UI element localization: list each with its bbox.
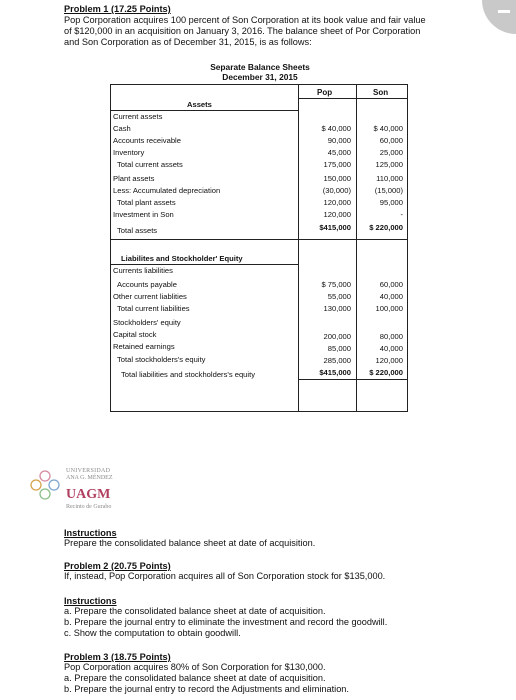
row-son-value: $ 40,000 [373,124,403,133]
row-son-value: 25,000 [379,148,403,157]
col-pop-header: Pop [317,88,333,97]
liab-rule [111,264,298,265]
row-son-value: $ 220,000 [369,223,403,232]
logo-line-1: UNIVERSIDAD [66,468,111,474]
row-son-value: 125,000 [375,160,403,169]
row-pop-value: $415,000 [319,223,351,232]
instructions2-b: b. Prepare the journal entry to eliminate the investment and record the goodwill. [64,617,388,627]
logo-line-2: ANA G. MÉNDEZ [66,475,113,481]
row-son-value: 110,000 [376,174,403,183]
menu-corner-button[interactable] [482,0,516,34]
row-pop-value: 90,000 [327,136,351,145]
row-son-value: 40,000 [379,344,403,353]
row-label: Accounts payable [117,280,177,289]
row-label: Total plant assets [117,198,176,207]
row-pop-value: 55,000 [327,292,351,301]
row-pop-value: 45,000 [327,148,351,157]
row-label: Less: Accumulated depreciation [113,186,221,195]
row-label: Capital stock [113,330,157,339]
row-pop-value: (30,000) [322,186,351,195]
row-label: Total liabilities and stockholders's equity [121,370,255,379]
row-pop-value: 175,000 [323,160,351,169]
row-label: Total current assets [117,160,183,169]
col-divider-2 [356,85,357,411]
problem3-text: Pop Corporation acquires 80% of Son Corporation for $130,000. [64,662,326,672]
problem3-title: Problem 3 (18.75 Points) [64,652,171,662]
liabilities-header: Liabilites and Stockholder' Equity [121,254,243,263]
assets-rule [111,110,298,111]
row-pop-value: $ 40,000 [321,124,351,133]
row-label: Retained earnings [113,342,175,351]
instructions2-a: a. Prepare the consolidated balance sheet at date of acquisition. [64,606,326,616]
balance-sheet-table [110,58,410,418]
row-label: Current assets [113,112,163,121]
assets-header: Assets [187,100,212,109]
col-divider-1 [298,85,299,411]
problem1-text-1: Pop Corporation acquires 100 percent of Son Corporation at its book value and fair value [64,15,426,25]
row-pop-value: 120,000 [323,210,351,219]
problem2-title: Problem 2 (20.75 Points) [64,561,171,571]
instructions2-title: Instructions [64,596,117,606]
problem1-text-2: of $120,000 in an acquisition on January 3, 2016. The balance sheet of Por Corporation [64,26,421,36]
row-pop-value: 120,000 [323,198,351,207]
minus-icon [498,10,510,13]
row-son-value: 80,000 [379,332,403,341]
row-label: Currents liabilities [113,266,173,275]
problem3-a: a. Prepare the consolidated balance sheet at date of acquisition. [64,673,326,683]
col-son-header: Son [373,88,389,97]
logo-line-4: Recinto de Gurabo [66,504,112,510]
row-pop-value: 200,000 [323,332,351,341]
problem2-text: If, instead, Pop Corporation acquires all of Son Corporation stock for $135,000. [64,571,386,581]
row-son-value: (15,000) [374,186,403,195]
row-label: Total current liabilities [117,304,190,313]
row-label: Other current liablities [113,292,187,301]
problem1-text-3: and Son Corporation as of December 31, 2015, is as follows: [64,37,312,47]
university-seal-icon [28,468,62,504]
problem3-b: b. Prepare the journal entry to record the Adjustments and elimination. [64,684,349,694]
row-label: Stockholders' equity [113,318,181,327]
row-label: Cash [113,124,131,133]
sheet-date: December 31, 2015 [222,72,298,82]
row-son-value: 60,000 [379,136,403,145]
row-pop-value: 130,000 [323,304,351,313]
logo-line-3: UAGM [66,487,111,502]
liab-total-rule [298,379,407,380]
row-son-value: 100,000 [375,304,403,313]
row-son-value: $ 220,000 [369,368,403,377]
assets-total-rule [111,239,407,240]
row-label: Total stockholders's equity [117,355,206,364]
row-label: Accounts receivable [113,136,181,145]
row-label: Plant assets [113,174,155,183]
row-son-value: 40,000 [379,292,403,301]
row-son-value: 95,000 [379,198,403,207]
row-pop-value: $ 75,000 [321,280,351,289]
row-son-value: 60,000 [379,280,403,289]
row-pop-value: $415,000 [319,368,351,377]
row-label: Investment in Son [113,210,174,219]
row-label: Total assets [117,226,158,235]
sheet-grid [110,84,408,412]
uagm-logo [28,466,148,516]
instructions2-c: c. Show the computation to obtain goodwill. [64,628,241,638]
instructions1-title: Instructions [64,528,117,538]
row-pop-value: 85,000 [327,344,351,353]
row-label: Inventory [113,148,145,157]
sheet-title: Separate Balance Sheets [210,62,310,72]
row-pop-value: 285,000 [323,356,351,365]
header-rule [298,98,407,99]
row-son-value: 120,000 [375,356,403,365]
row-pop-value: 150,000 [323,174,351,183]
problem1-title: Problem 1 (17.25 Points) [64,4,171,14]
row-son-value: - [400,210,403,219]
instructions1-text: Prepare the consolidated balance sheet at date of acquisition. [64,538,316,548]
